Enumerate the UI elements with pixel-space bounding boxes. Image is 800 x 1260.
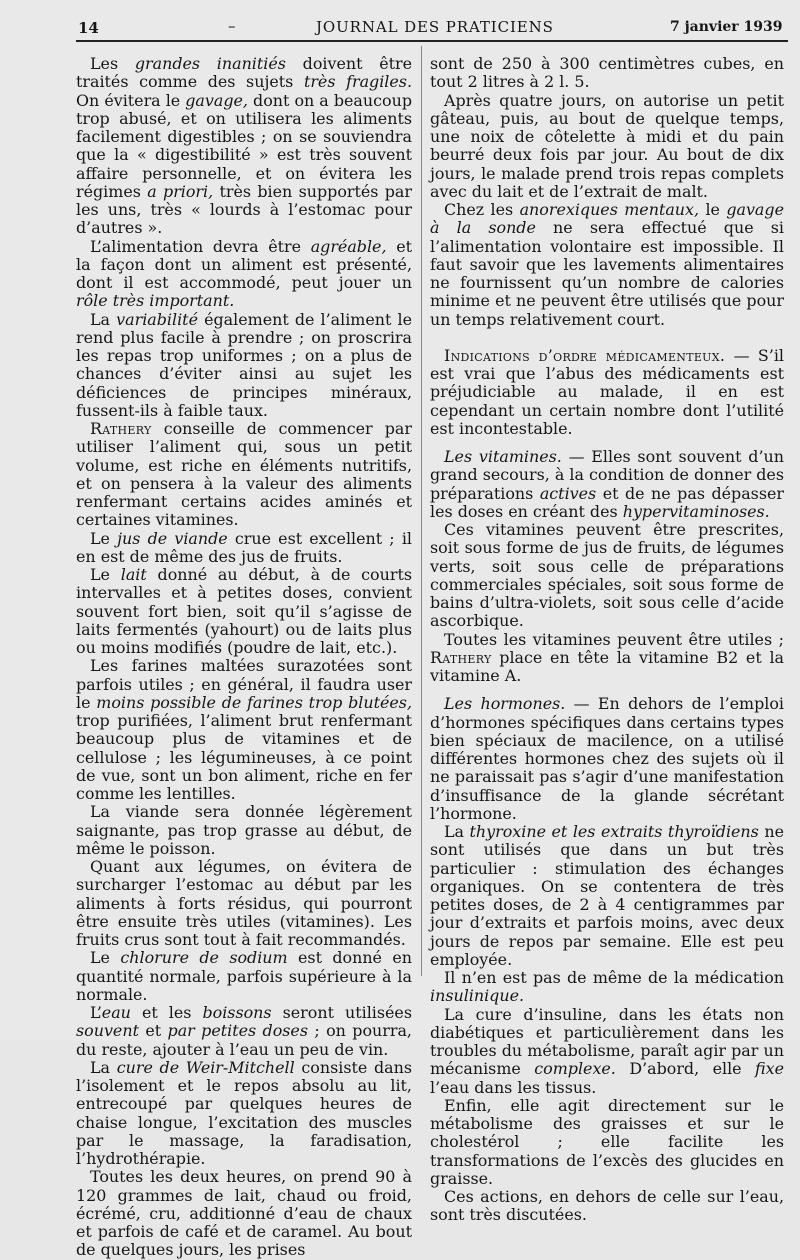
text-run: place en tête la vitamine B2 et la vitamine A. [430, 647, 784, 685]
text-run: Toutes les deux heures, on prend 90 à 120 grammes de lait, chaud ou froid, écrémé, cru, additionné d’eau de chaux et parfois de café et de caramel. Au bout de quelques jours, les prises [76, 1167, 412, 1260]
text-run: sont de 250 à 300 centimètres cubes, en tout 2 litres à 2 l. 5. [430, 54, 784, 92]
issue-date: 7 janvier 1939 [670, 19, 783, 35]
italic-text: eau [101, 1003, 131, 1022]
text-run: La [444, 822, 470, 841]
paragraph [430, 92, 784, 202]
paragraph [430, 1097, 784, 1188]
text-run: Le [90, 528, 118, 548]
text-run: L’alimentation devra être [90, 236, 311, 256]
paragraph [76, 803, 412, 858]
text-run: La [90, 1057, 117, 1077]
italic-text: boissons [202, 1003, 272, 1022]
text-run: l’eau dans les tissus. [430, 1077, 597, 1097]
text-run: — En dehors de l’emploi d’hormones spécifiques dans certains types bien spéciaux de macilence, on a utilisé différentes hormones chez des sujets où il ne paraissait pas s’agir d’une manifestation d’insuffisance de la glande sécrétant l’hormone. [430, 694, 784, 823]
paragraph [430, 201, 784, 329]
text-run: Après quatre jours, on autorise un petit gâteau, puis, au bout de quelque temps, une noix de côtelette à midi et du pain beurré deux fois par jour. Au bout de dix jours, le malade prend trois repas complets avec du lait et de l’extrait de malt. [430, 90, 784, 201]
text-run: Quant aux légumes, on évitera de surcharger l’estomac au début par les aliments à forts résidus, qui pourront être ensuite très utiles (vitamines). Les fruits crus sont tout à fait recommandés. [76, 857, 412, 949]
paragraph [76, 1059, 412, 1169]
text-run: La viande sera donnée légèrement saignante, pas trop grasse au début, de même le poisson. [76, 802, 412, 858]
text-run: Toutes les vitamines peuvent être utiles ; [444, 629, 784, 649]
italic-text: grandes inanitiés [134, 54, 286, 73]
italic-text: fixe [755, 1059, 785, 1079]
page-number: 14 [78, 19, 99, 37]
text-run: conseille de commencer par utiliser l’aliment qui, sous un petit volume, est riche en éléments nutritifs, et on pensera à la valeur des aliments renfermant certains acides aminés et certaines vitamines. [76, 419, 412, 530]
paragraph [76, 420, 412, 530]
right-column [430, 55, 784, 1225]
text-run: Il n’en est pas de même de la médication [444, 968, 784, 987]
text-run: Enfin, elle agit directement sur le métabolisme des graisses et sur le cholestérol ; elle facilite les transformations de l’excès des glucides en graisse. [430, 1095, 784, 1188]
italic-text: jus de viande [117, 528, 228, 548]
paragraph [430, 448, 784, 521]
italic-text: thyroxine et les extraits thyroïdiens [469, 822, 759, 841]
text-run: consiste dans l’isolement et le repos absolu au lit, entrecoupé par quelques heures de chaise longue, l’excitation des muscles par le massage, la faradisation, l’hydrothérapie. [76, 1057, 412, 1168]
paragraph [76, 55, 412, 238]
text-run: donné au début, à de courts intervalles et à petites doses, convient souvent fort bien, soit qu’il s’agisse de laits fermentés (yahourt) ou de laits plus ou moins modifiés (poudre de lait, etc.). [76, 565, 412, 657]
italic-text: chlorure de sodium [120, 948, 288, 968]
text-run: Le [90, 565, 121, 584]
italic-text: agréable, [310, 236, 387, 256]
paragraph [430, 521, 784, 631]
paragraph [430, 631, 784, 686]
text-run: — S’il est vrai que l’abus des médicaments est préjudiciable au malade, il en est cependant un certain nombre dont l’utilité est incontestable. [430, 345, 784, 438]
italic-text: souvent [76, 1021, 139, 1041]
paragraph [76, 530, 412, 567]
text-run: L’ [90, 1003, 102, 1022]
text-run: La cure d’insuline, dans les états non diabétiques et particulièrement dans les troubles du métabolisme, paraît agir par un mécanisme [430, 1004, 784, 1079]
italic-text: gavage, [185, 90, 248, 110]
italic-text: insulinique. [430, 986, 525, 1006]
paragraph [430, 969, 784, 1006]
text-run: — Elles sont souvent d’un grand secours, à la condition de donner des préparations [430, 447, 784, 503]
header-dash: – [228, 17, 236, 35]
text-run: On évitera le [76, 90, 186, 110]
text-run: La [90, 309, 117, 329]
paragraph [76, 858, 412, 949]
small-caps-text: Rathery [430, 647, 492, 667]
text-run: doivent être traités comme des sujets [76, 54, 412, 92]
text-run: ne sont utilisés que dans un but très particulier : stimulation des échanges organiques. On se contentera de très petites doses, de 2 à 4 centigrammes par jour d’extraits et parfois moins, avec deux jours de repos par semaine. Elle est peu employée. [430, 822, 784, 969]
text-run: Les farines maltées surazotées sont parfois utiles ; en général, il faudra user le [76, 656, 412, 712]
italic-text: Les vitamines. [444, 447, 562, 466]
paragraph [76, 657, 412, 803]
paragraph [430, 1188, 784, 1225]
text-run: D’abord, elle [615, 1059, 756, 1079]
header-rule [76, 40, 788, 42]
paragraph [76, 1004, 412, 1059]
text-run: et de ne pas dépasser les doses en créant des [430, 483, 784, 521]
text-run: ; on pourra, du reste, ajouter à l’eau un peu de vin. [76, 1021, 412, 1059]
text-run: Le [90, 948, 121, 968]
text-run: très bien supportés par les uns, très « lourds à l’estomac pour d’autres ». [76, 181, 412, 238]
journal-title: JOURNAL DES PRATICIENS [316, 18, 554, 36]
text-run: Chez les [444, 200, 520, 219]
italic-text: a priori, [147, 181, 214, 201]
small-caps-text: Rathery [90, 419, 152, 438]
italic-text: moins possible de farines trop blutées, [96, 692, 412, 712]
italic-text: gavage à la sonde [430, 200, 784, 238]
text-run: également de l’aliment le rend plus facile à prendre ; on proscrira les repas trop uniformes ; on a plus de chances d’éviter ainsi au sujet les déficiences de principes minéraux, fussent-ils à faible taux. [76, 309, 413, 420]
italic-text: très fragiles. [303, 72, 412, 92]
text-run: Ces actions, en dehors de celle sur l’eau, sont très discutées. [430, 1187, 784, 1225]
italic-text: par petites doses [167, 1021, 308, 1041]
text-run: seront utilisées [271, 1003, 412, 1022]
text-run: et la façon dont un aliment est présenté, dont il est accommodé, peut jouer un [76, 236, 412, 292]
text-run: et [138, 1021, 168, 1041]
text-run: et les [130, 1003, 203, 1022]
column-divider [421, 46, 422, 976]
italic-text: complexe. [534, 1059, 616, 1079]
paragraph [76, 311, 412, 421]
text-run: trop purifiées, l’aliment brut renfermant beaucoup plus de vitamines et de cellulose ; les légumineuses, à ce point de vue, sont un bon aliment, riche en fer comme les lentilles. [76, 711, 412, 803]
left-column [76, 55, 412, 1260]
paragraph [430, 823, 784, 969]
text-run: dont on a beaucoup trop abusé, et on utilisera les aliments facilement digestibles ; on se souviendra que la « digestibilité » est très souvent affaire personnelle, et on évitera les régimes [76, 90, 412, 201]
page-header [0, 0, 800, 44]
paragraph [430, 55, 784, 92]
text-run: crue est excellent ; il en est de même des jus de fruits. [76, 528, 412, 566]
italic-text: anorexiques mentaux, [519, 200, 700, 219]
paragraph [76, 949, 412, 1004]
italic-text: cure de Weir-Mitchell [116, 1057, 295, 1077]
paragraph [76, 238, 412, 311]
small-caps-text: Indications d’ordre médicamenteux. [444, 345, 726, 365]
paragraph [430, 1006, 784, 1097]
italic-text: variabilité [116, 309, 198, 329]
italic-text: rôle très important. [76, 291, 235, 311]
italic-text: actives [539, 483, 597, 503]
paragraph [430, 695, 784, 823]
italic-text: lait [120, 565, 147, 584]
italic-text: Les hormones. [444, 694, 566, 714]
paragraph [76, 1168, 412, 1259]
text-run: Ces vitamines peuvent être prescrites, soit sous forme de jus de fruits, de légumes verts, soit sous celle de préparations commerciales spéciales, soit sous forme de bains d’ultra-violets, soit sous celle d’acide ascorbique. [430, 520, 784, 631]
paragraph [76, 566, 412, 657]
italic-text: hypervitaminoses. [622, 501, 770, 521]
text-run: est donné en quantité normale, parfois supérieure à la normale. [76, 948, 412, 1004]
text-run: le [699, 200, 727, 219]
paragraph [430, 347, 784, 438]
text-run: ne sera effectué que si l’alimentation volontaire est impossible. Il faut savoir que les lavements alimentaires ne fournissent qu’un nombre de calories minime et ne peuvent être utilisés que pour un temps relativement court. [430, 218, 784, 329]
text-run: Les [90, 54, 135, 73]
